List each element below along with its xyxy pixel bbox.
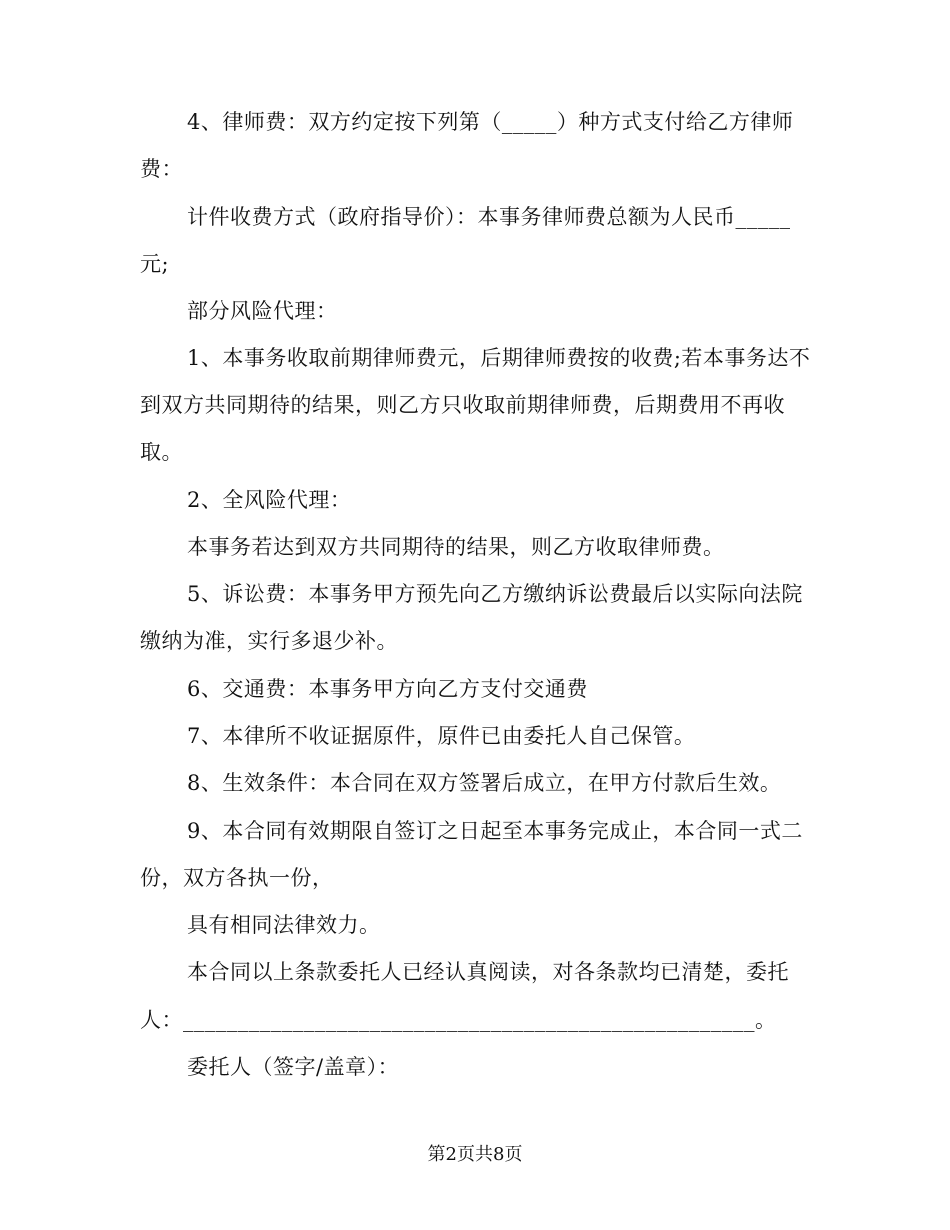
paragraph-line: 到双方共同期待的结果，则乙方只收取前期律师费，后期费用不再收 xyxy=(140,393,785,417)
page-number: 第2页共8页 xyxy=(427,1144,523,1165)
paragraph-line: 费： xyxy=(140,157,183,181)
paragraph-line: 6、交通费：本事务甲方向乙方支付交通费 xyxy=(187,677,588,701)
paragraph-line: 计件收费方式（政府指导价）：本事务律师费总额为人民币_____ xyxy=(187,205,791,229)
paragraph-line: 份，双方各执一份， xyxy=(140,866,334,890)
paragraph-line: 部分风险代理： xyxy=(187,299,338,323)
paragraph-line: 本事务若达到双方共同期待的结果，则乙方收取律师费。 xyxy=(187,535,725,559)
signature-line: 人：____________________________________________________。 xyxy=(140,1008,777,1032)
paragraph-line: 5、诉讼费：本事务甲方预先向乙方缴纳诉讼费最后以实际向法院 xyxy=(187,582,803,606)
paragraph-line: 本合同以上条款委托人已经认真阅读，对各条款均已清楚，委托 xyxy=(187,960,789,984)
paragraph-line: 取。 xyxy=(140,440,183,464)
paragraph-line: 4、律师费：双方约定按下列第（_____）种方式支付给乙方律师 xyxy=(187,110,794,134)
paragraph-line: 2、全风险代理： xyxy=(187,488,352,512)
paragraph-line: 1、本事务收取前期律师费元，后期律师费按的收费;若本事务达不 xyxy=(187,346,811,370)
paragraph-line: 8、生效条件：本合同在双方签署后成立，在甲方付款后生效。 xyxy=(187,771,782,795)
paragraph-line: 具有相同法律效力。 xyxy=(187,913,381,937)
paragraph-line: 委托人（签字/盖章）： xyxy=(187,1055,400,1079)
paragraph-line: 9、本合同有效期限自签订之日起至本事务完成止，本合同一式二 xyxy=(187,819,803,843)
paragraph-line: 元; xyxy=(140,252,170,276)
paragraph-line: 7、本律所不收证据原件，原件已由委托人自己保管。 xyxy=(187,724,696,748)
paragraph-line: 缴纳为准，实行多退少补。 xyxy=(140,629,398,653)
